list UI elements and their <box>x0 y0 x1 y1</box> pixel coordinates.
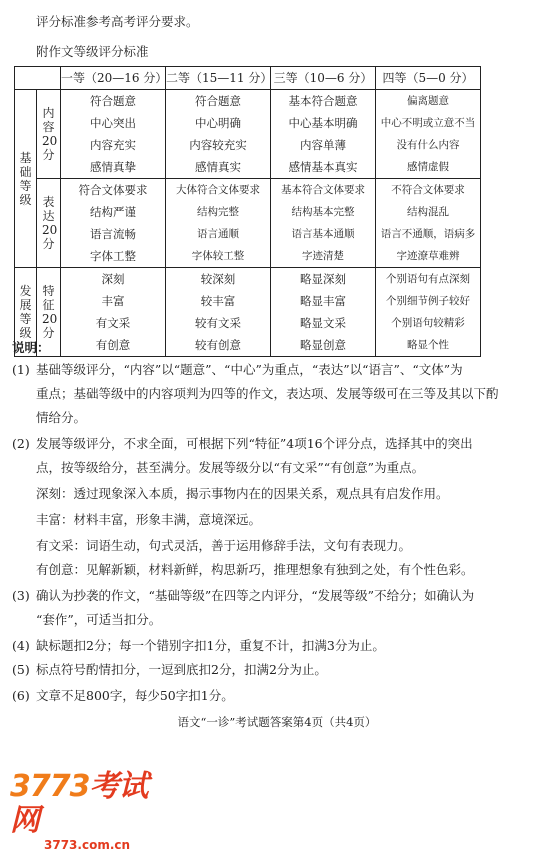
logo-wordmark <box>10 770 170 838</box>
note-3-line-1: 确认为抄袭的作文，“基础等级”在四等之内评分，“发展等级”不给分；如确认为 <box>36 588 475 603</box>
category-content: 内容20分 <box>37 90 61 179</box>
note-3-number: (3) <box>12 588 30 603</box>
header-grade-1: 一等（20—16 分） <box>61 67 166 90</box>
note-2-literary: 有文采：词语生动，句式灵活，善于运用修辞手法，文句有表现力。 <box>36 538 412 553</box>
note-5-number: (5) <box>12 662 30 677</box>
group-dev-label: 发展等级 <box>15 268 37 357</box>
note-2-line-2: 点，按等级给分，甚至满分。发展等级分以“有文采”“有创意”为重点。 <box>36 460 425 475</box>
cell-content-1: 符合题意 中心突出 内容充实 感情真挚 <box>61 90 166 179</box>
note-1-number: (1) <box>12 362 30 377</box>
note-1-line-2: 重点；基础等级中的内容项判为四等的作文，表达项、发展等级可在三等及其以下酌 <box>36 386 499 401</box>
header-grade-3: 三等（10—6 分） <box>271 67 376 90</box>
intro-line-1: 评分标准参考高考评分要求。 <box>36 14 199 29</box>
note-2-number: (2) <box>12 436 30 451</box>
cell-expression-4: 不符合文体要求 结构混乱 语言不通顺，语病多 字迹潦草难辨 <box>376 179 481 268</box>
category-expression: 表达20分 <box>37 179 61 268</box>
note-4-number: (4) <box>12 638 30 653</box>
table-caption: 附作文等级评分标准 <box>36 44 149 59</box>
cell-expression-1: 符合文体要求 结构严谨 语言流畅 字体工整 <box>61 179 166 268</box>
table-row-expression <box>15 179 481 268</box>
note-2-line-1: 发展等级评分，不求全面，可根据下列“特征”4项16个评分点，选择其中的突出 <box>36 436 473 451</box>
note-2-creative: 有创意：见解新颖，材料新鲜，构思新巧，推理想象有独到之处，有个性色彩。 <box>36 562 474 577</box>
table-header-row <box>15 67 481 90</box>
table-row-feature <box>15 268 481 357</box>
cell-feature-2: 较深刻 较丰富 较有文采 较有创意 <box>166 268 271 357</box>
note-1-line-3: 情给分。 <box>36 410 87 425</box>
cell-expression-3: 基本符合文体要求 结构基本完整 语言基本通顺 字迹清楚 <box>271 179 376 268</box>
grading-table <box>14 66 481 357</box>
note-4-line-1: 缺标题扣2分；每一个错别字扣1分，重复不计，扣满3分为止。 <box>36 638 385 653</box>
page-footer: 语文“一诊”考试题答案第4页（共4页） <box>177 715 377 729</box>
cell-expression-2: 大体符合文体要求 结构完整 语言通顺 字体较工整 <box>166 179 271 268</box>
note-6-line-1: 文章不足800字，每少50字扣1分。 <box>36 688 234 703</box>
note-6-number: (6) <box>12 688 30 703</box>
logo-number: 3773 <box>10 769 90 804</box>
header-blank <box>15 67 61 90</box>
note-1-line-1: 基础等级评分，“内容”以“题意”、“中心”为重点，“表达”以“语言”、“文体”为 <box>36 362 463 377</box>
note-3-line-2: “套作”，可适当扣分。 <box>36 612 162 627</box>
note-5-line-1: 标点符号酌情扣分，一逗到底扣2分，扣满2分为止。 <box>36 662 327 677</box>
cell-feature-3: 略显深刻 略显丰富 略显文采 略显创意 <box>271 268 376 357</box>
logo-url: 3773.com.cn <box>44 838 131 852</box>
header-grade-4: 四等（5—0 分） <box>376 67 481 90</box>
note-2-deep: 深刻：透过现象深入本质，揭示事物内在的因果关系，观点具有启发作用。 <box>36 486 449 501</box>
note-2-rich: 丰富：材料丰富，形象丰满，意境深远。 <box>36 512 262 527</box>
cell-content-3: 基本符合题意 中心基本明确 内容单薄 感情基本真实 <box>271 90 376 179</box>
logo-chinese: 考试网 <box>10 769 148 838</box>
table-row-content <box>15 90 481 179</box>
site-logo[interactable] <box>10 769 170 852</box>
notes-title: 说明： <box>12 340 50 355</box>
cell-feature-1: 深刻 丰富 有文采 有创意 <box>61 268 166 357</box>
cell-content-4: 偏离题意 中心不明或立意不当 没有什么内容 感情虚假 <box>376 90 481 179</box>
group-basic-label: 基础等级 <box>15 90 37 268</box>
cell-feature-4: 个别语句有点深刻 个别细节例子较好 个别语句较精彩 略显个性 <box>376 268 481 357</box>
category-feature: 特征20分 <box>37 268 61 357</box>
header-grade-2: 二等（15—11 分） <box>166 67 271 90</box>
cell-content-2: 符合题意 中心明确 内容较充实 感情真实 <box>166 90 271 179</box>
